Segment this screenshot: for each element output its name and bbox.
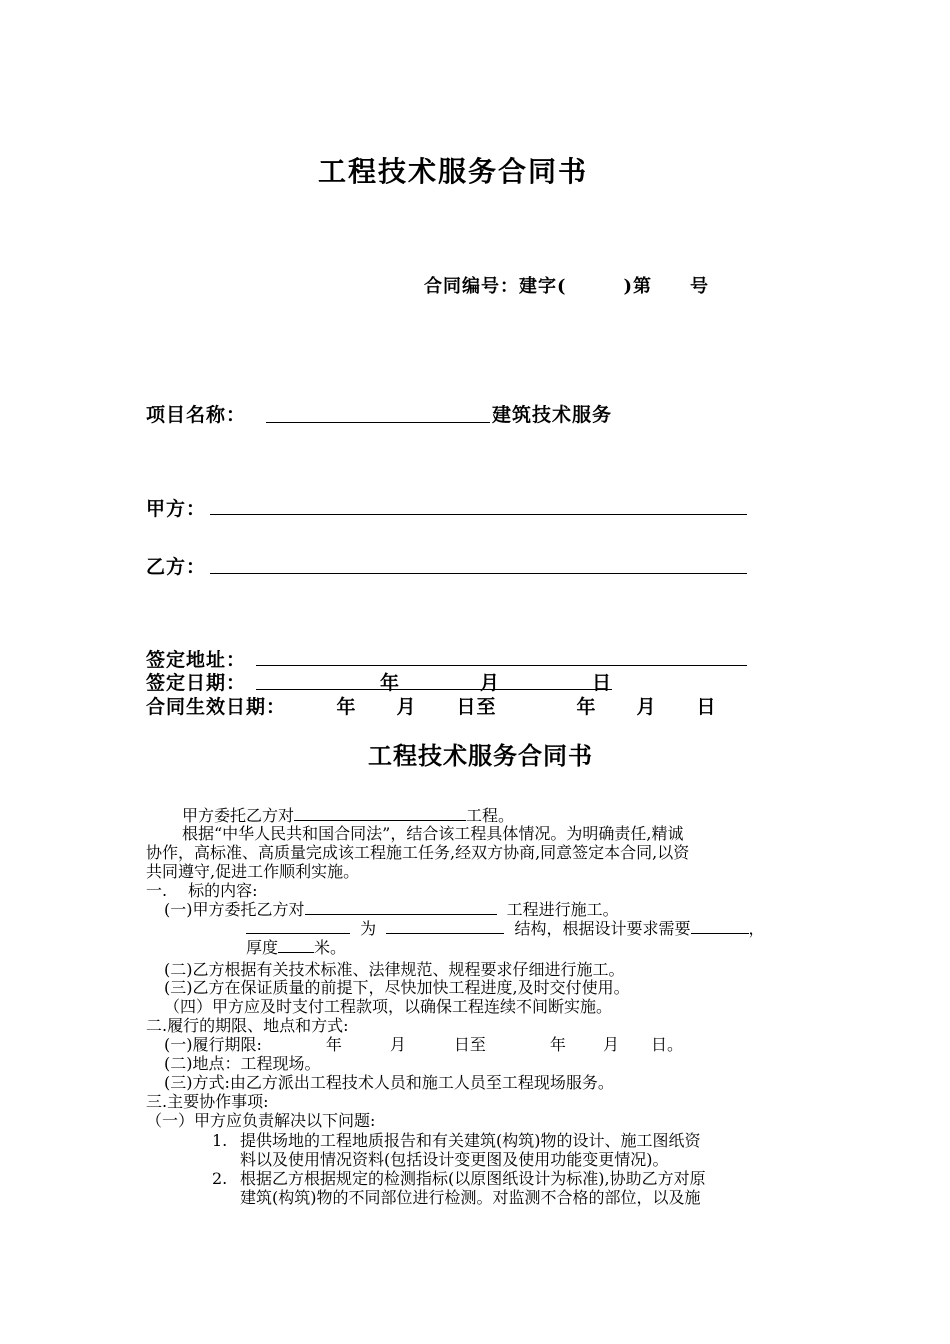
para-1-suffix: 工程。 <box>466 806 515 825</box>
body-title: 工程技术服务合同书 <box>368 741 593 770</box>
sign-place-label: 签定地址： <box>146 649 247 671</box>
item-2-comma: ， <box>748 919 765 938</box>
item-2-for: 为 <box>360 919 377 938</box>
sign-date-month: 月 <box>480 672 501 694</box>
body-para-1 <box>182 806 514 825</box>
section-1-item-3 <box>246 938 346 957</box>
party-a-field[interactable] <box>210 514 747 515</box>
project-blank-1[interactable] <box>294 806 466 821</box>
sign-date-field[interactable] <box>256 689 612 690</box>
section-1-item-5: (三)乙方在保证质量的前提下，尽快加快工程进度,及时交付使用。 <box>164 978 630 997</box>
section-1-item-4: (二)乙方根据有关技术标准、法律规范、规程要求仔细进行施工。 <box>164 960 625 979</box>
item-1-prefix: (一)甲方委托乙方对 <box>164 900 305 919</box>
party-b-field[interactable] <box>210 573 747 574</box>
cover-title: 工程技术服务合同书 <box>318 155 589 188</box>
section-1-item-1 <box>164 900 619 919</box>
project-name-label: 项目名称： <box>146 404 247 426</box>
section-2-item-2: (二)地点：工程现场。 <box>164 1054 321 1073</box>
item-2-structure: 结构，根据设计要求需要 <box>514 919 691 938</box>
party-a-label: 甲方： <box>146 498 207 520</box>
item-2-line-2: 建筑(构筑)物的不同部位进行检测。对监测不合格的部位，以及施 <box>240 1188 701 1207</box>
body-para-4: 共同遵守,促进工作顺利实施。 <box>146 862 360 881</box>
section-3-sub-1: （一）甲方应负责解决以下问题: <box>146 1111 376 1130</box>
item-2-line-1: 根据乙方根据规定的检测指标(以原图纸设计为标准),协助乙方对原 <box>240 1169 706 1188</box>
item-1-line-1: 提供场地的工程地质报告和有关建筑(构筑)物的设计、施工图纸资 <box>240 1131 701 1150</box>
section-1-item-2 <box>246 919 765 938</box>
sign-date-day: 日 <box>592 672 613 694</box>
effective-date: 合同生效日期： 年 月 日至 年 月 日 <box>146 696 717 718</box>
item-1-line-2: 料以及使用情况资料(包括设计变更图及使用功能变更情况)。 <box>240 1150 669 1169</box>
section-1-item-6: （四）甲方应及时支付工程款项，以确保工程连续不间断实施。 <box>164 997 613 1016</box>
project-blank-2[interactable] <box>305 900 497 915</box>
sign-date-year: 年 <box>380 672 401 694</box>
requirement-blank[interactable] <box>691 919 749 934</box>
party-b-label: 乙方： <box>146 556 207 578</box>
section-2-heading: 二.履行的期限、地点和方式: <box>146 1016 349 1035</box>
sign-date-label: 签定日期： <box>146 672 247 694</box>
thickness-label: 厚度 <box>246 938 279 957</box>
project-name-suffix: 建筑技术服务 <box>492 404 613 426</box>
sign-place-field[interactable] <box>256 665 747 666</box>
section-2-item-3: (三)方式:由乙方派出工程技术人员和施工人员至工程现场服务。 <box>164 1073 614 1092</box>
section-2-item-1: (一)履行期限: 年 月 日至 年 月 日。 <box>164 1035 683 1054</box>
blank-a[interactable] <box>246 919 350 934</box>
structure-blank[interactable] <box>386 919 504 934</box>
section-1-heading: 一. 标的内容: <box>146 881 258 900</box>
thickness-unit: 米。 <box>314 938 347 957</box>
item-2-number: 2. <box>212 1169 228 1188</box>
thickness-blank[interactable] <box>278 938 314 953</box>
contract-number: 合同编号：建字( )第 号 <box>424 276 710 297</box>
section-3-heading: 三.主要协作事项: <box>146 1092 269 1111</box>
para-1-prefix: 甲方委托乙方对 <box>182 806 295 825</box>
body-para-2: 根据“中华人民共和国合同法”，结合该工程具体情况。为明确责任,精诚 <box>182 824 684 843</box>
project-name-field[interactable] <box>266 422 490 423</box>
body-para-3: 协作，高标准、高质量完成该工程施工任务,经双方协商,同意签定本合同,以资 <box>146 843 690 862</box>
item-1-suffix: 工程进行施工。 <box>506 900 619 919</box>
item-1-number: 1. <box>212 1131 228 1150</box>
